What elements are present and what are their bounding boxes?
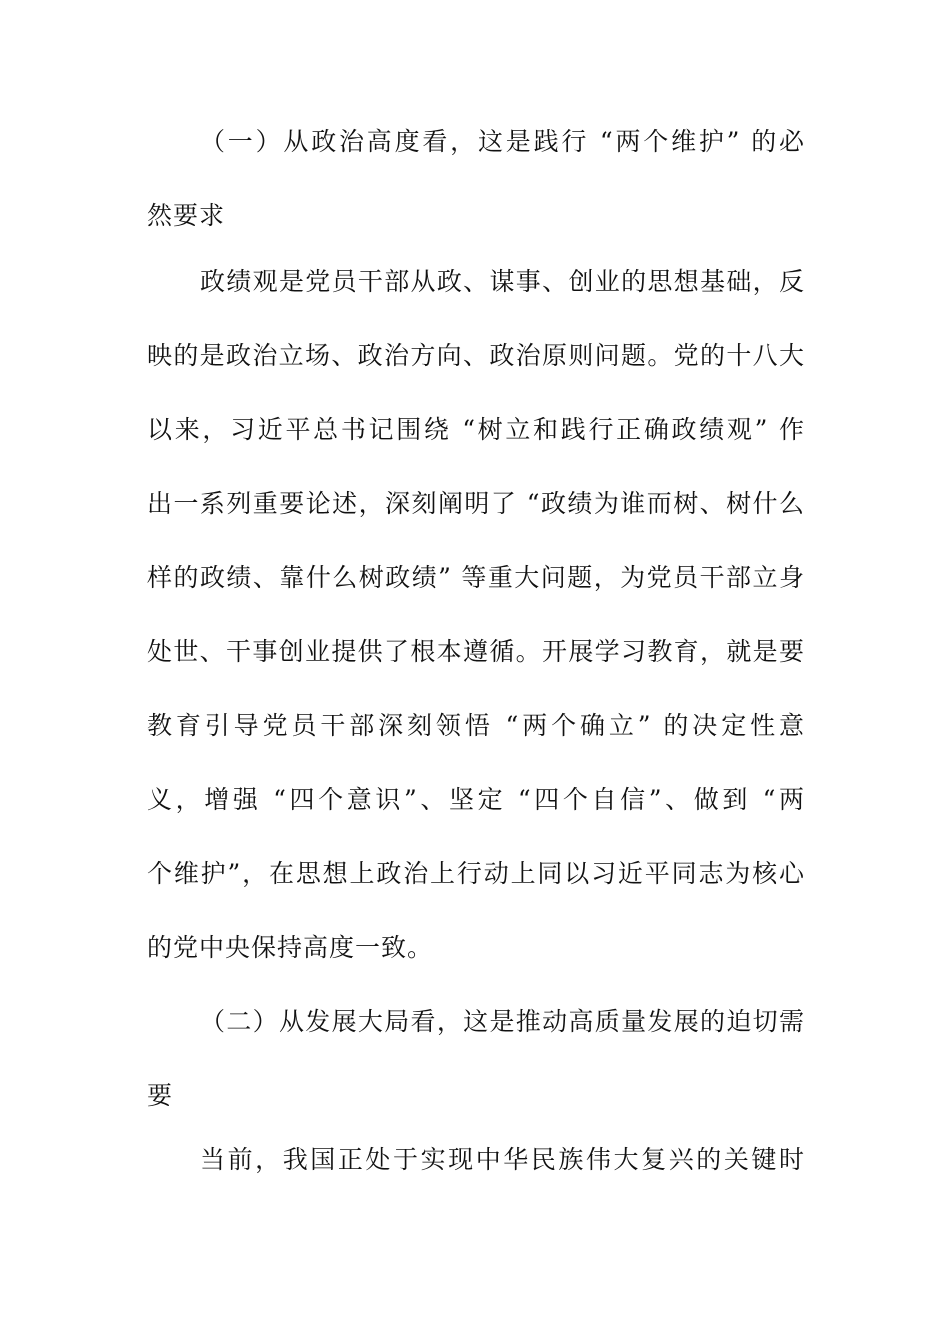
text-line: 样的政绩、靠什么树政绩” 等重大问题，为党员干部立身: [147, 563, 805, 592]
text-line: 的党中央保持高度一致。: [147, 933, 434, 962]
text-line: 个维护”，在思想上政治上行动上同以习近平同志为核心: [147, 859, 805, 888]
text-line: 当前，我国正处于实现中华民族伟大复兴的关键时: [200, 1145, 805, 1174]
text-line: 义，增强 “四个意识”、坚定 “四个自信”、做到 “两: [147, 785, 805, 814]
text-line: （一）从政治高度看，这是践行 “两个维护” 的必: [200, 127, 805, 156]
text-line: 映的是政治立场、政治方向、政治原则问题。党的十八大: [147, 341, 805, 370]
text-line: 然要求: [147, 201, 226, 230]
text-line: 教育引导党员干部深刻领悟 “两个确立” 的决定性意: [147, 711, 805, 740]
text-line: 以来，习近平总书记围绕 “树立和践行正确政绩观” 作: [147, 415, 805, 444]
text-line: （二）从发展大局看，这是推动高质量发展的迫切需: [200, 1007, 805, 1036]
text-line: 要: [147, 1081, 174, 1110]
text-line: 处世、干事创业提供了根本遵循。开展学习教育，就是要: [147, 637, 805, 666]
text-line: 政绩观是党员干部从政、谋事、创业的思想基础，反: [200, 267, 805, 296]
text-line: 出一系列重要论述，深刻阐明了 “政绩为谁而树、树什么: [147, 489, 805, 518]
